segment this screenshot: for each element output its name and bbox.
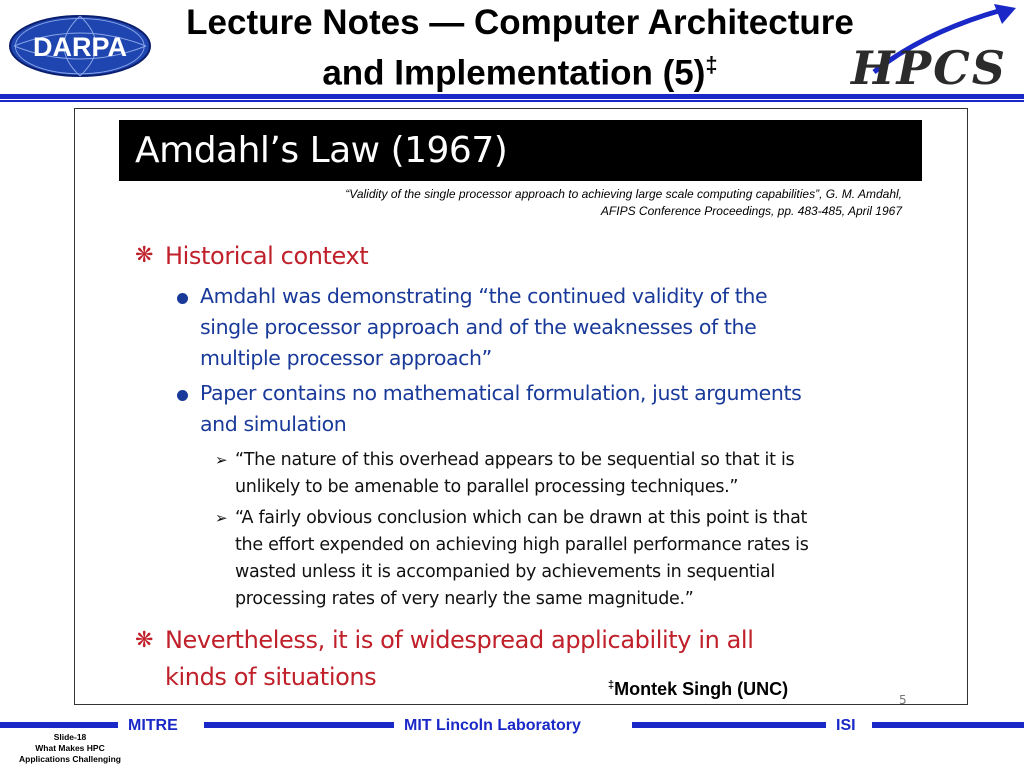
quote-line: the effort expended on achieving high parallel performance rates is bbox=[235, 535, 809, 555]
slide-number: Slide-18 bbox=[53, 732, 87, 742]
arrow-bullet-icon: ➢ bbox=[215, 509, 228, 527]
quote-fairly-obvious-conclusion bbox=[215, 505, 809, 613]
footer-org-lincoln: MIT Lincoln Laboratory bbox=[404, 717, 581, 734]
header-rule-thin bbox=[0, 100, 1024, 102]
quote-nature-of-overhead bbox=[215, 447, 795, 501]
bullet-line: multiple processor approach” bbox=[200, 346, 492, 370]
quote-line: wasted unless it is accompanied by achievements in sequential bbox=[235, 562, 775, 582]
darpa-logo bbox=[8, 14, 152, 78]
title-dagger: ‡ bbox=[705, 52, 718, 77]
asterisk-bullet-icon: ❋ bbox=[135, 628, 154, 653]
arrow-bullet-icon: ➢ bbox=[215, 451, 228, 469]
footer-rule-4 bbox=[872, 722, 1024, 728]
bullet-line: and simulation bbox=[200, 412, 347, 436]
slide-desc-line-1: What Makes HPC bbox=[35, 743, 105, 753]
footer-org-isi: ISI bbox=[836, 717, 856, 734]
asterisk-bullet-icon: ❋ bbox=[135, 243, 154, 268]
citation-line-2: AFIPS Conference Proceedings, pp. 483-485, April 1967 bbox=[600, 204, 902, 218]
page-title bbox=[130, 2, 910, 95]
footer-rule-1 bbox=[0, 722, 118, 728]
hpcs-logo bbox=[834, 2, 1024, 92]
credit-dagger: ‡ bbox=[608, 679, 615, 691]
slide-page-number: 5 bbox=[899, 693, 907, 707]
footer-org-mitre: MITRE bbox=[128, 717, 178, 734]
quote-line: processing rates of very nearly the same magnitude.” bbox=[235, 589, 694, 609]
citation bbox=[202, 186, 902, 220]
svg-text:DARPA: DARPA bbox=[33, 32, 127, 62]
slide-desc-line-2: Applications Challenging bbox=[18, 754, 121, 764]
citation-line-1: “Validity of the single processor approach to achieving large scale computing capabilities”, G. M. Amdahl, bbox=[345, 187, 902, 201]
quote-line: “The nature of this overhead appears to be sequential so that it is bbox=[235, 450, 795, 470]
title-line-1: Lecture Notes — Computer Architecture bbox=[186, 3, 854, 42]
sub-bullet-amdahl-demonstrating bbox=[200, 281, 767, 374]
round-bullet-icon bbox=[177, 390, 188, 401]
quote-line: “A fairly obvious conclusion which can be drawn at this point is that bbox=[235, 508, 808, 528]
title-line-2: and Implementation (5)‡ bbox=[322, 52, 718, 93]
bullet-historical-context bbox=[135, 240, 369, 272]
slide-title: Amdahl’s Law (1967) bbox=[135, 130, 508, 171]
svg-text:HPCS: HPCS bbox=[851, 41, 1007, 92]
slide-info bbox=[10, 732, 130, 765]
bullet-line: single processor approach and of the weaknesses of the bbox=[200, 315, 757, 339]
round-bullet-icon bbox=[177, 293, 188, 304]
bullet-text: Historical context bbox=[165, 242, 369, 270]
footer-rule-2 bbox=[204, 722, 394, 728]
footer-rule-3 bbox=[632, 722, 826, 728]
bullet-line: kinds of situations bbox=[165, 663, 377, 691]
quote-line: unlikely to be amenable to parallel processing techniques.” bbox=[235, 477, 739, 497]
bullet-line: Amdahl was demonstrating “the continued validity of the bbox=[200, 284, 768, 308]
header-rule bbox=[0, 94, 1024, 99]
bullet-line: Paper contains no mathematical formulation, just arguments bbox=[200, 381, 802, 405]
credit-label: ‡Montek Singh (UNC) bbox=[608, 679, 789, 699]
bullet-line: Nevertheless, it is of widespread applicability in all bbox=[165, 626, 754, 654]
sub-bullet-paper-contains bbox=[200, 378, 801, 440]
